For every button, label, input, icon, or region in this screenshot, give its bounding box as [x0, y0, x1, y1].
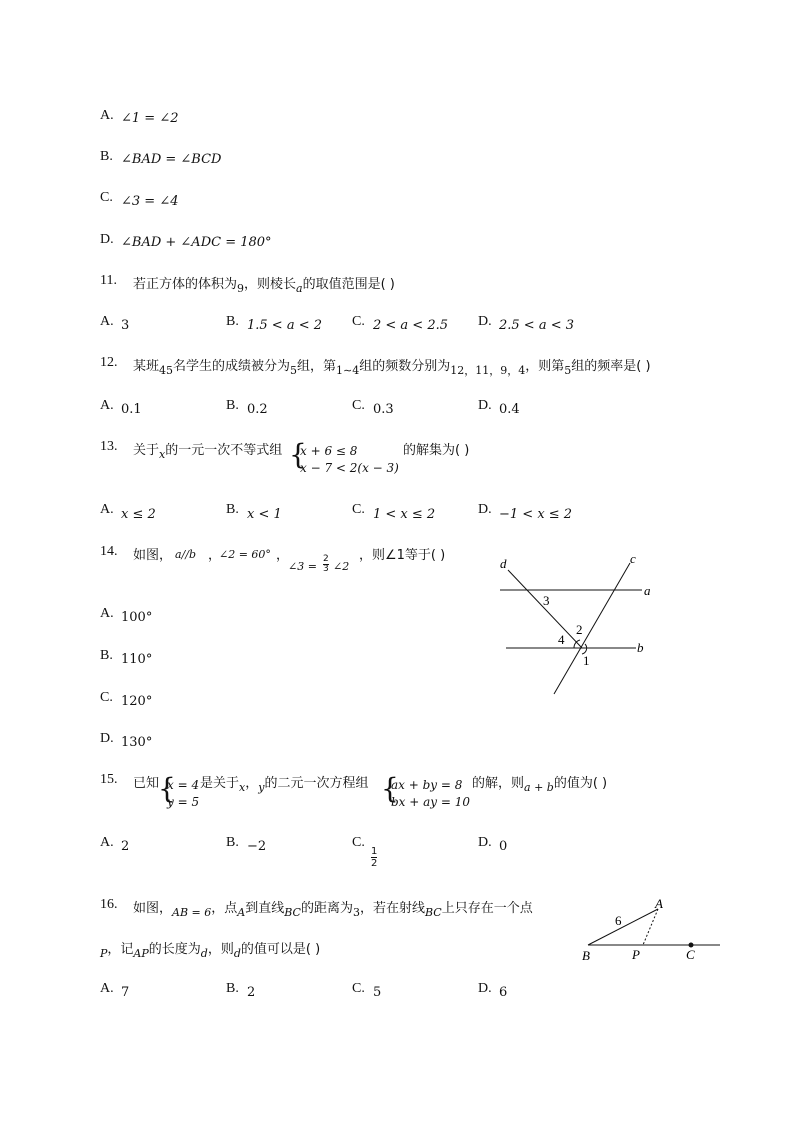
math: 5	[564, 364, 572, 377]
option-letter: D.	[478, 981, 492, 996]
question-text: 关于	[133, 443, 160, 458]
option-letter: D.	[478, 502, 492, 517]
math: d	[233, 947, 241, 960]
math: x	[239, 781, 246, 794]
label-d: d	[500, 556, 507, 571]
question-number: 13.	[100, 439, 118, 454]
question-text: ，	[208, 548, 222, 563]
option-letter: A.	[100, 108, 114, 123]
equation-line: x = 4	[167, 778, 200, 792]
math: AP	[133, 947, 149, 960]
option-text: x < 1	[247, 507, 282, 522]
question-text: 组的频数分别为	[359, 359, 451, 374]
brace: {	[158, 772, 176, 805]
option-text: ∠BAD + ∠ADC = 180°	[121, 235, 272, 250]
option-text: 0.3	[373, 402, 394, 417]
math: AB = 6	[172, 906, 212, 919]
line-c	[554, 563, 630, 694]
question-text: 组的频率是( )	[571, 359, 651, 374]
question-text: ，则∠1等于( )	[359, 548, 446, 563]
option-text: ∠BAD = ∠BCD	[121, 152, 222, 167]
question-number: 16.	[100, 897, 118, 912]
fraction	[323, 555, 329, 574]
q14-figure	[490, 548, 670, 698]
math: a + b	[524, 781, 554, 794]
question-text: ，点	[211, 901, 238, 916]
question-text: 如图，	[133, 901, 173, 916]
option-letter: B.	[226, 314, 239, 329]
math: A	[237, 906, 246, 919]
question-text: 已知	[133, 776, 160, 791]
question-text: 是关于	[200, 776, 240, 791]
option-letter: D.	[478, 835, 492, 850]
option-letter: C.	[100, 690, 113, 705]
option-letter: B.	[100, 648, 113, 663]
option-text: 130°	[121, 735, 153, 750]
option-text: 2 < a < 2.5	[373, 318, 449, 333]
question-number: 15.	[100, 772, 118, 787]
inequality-line: x + 6 ≤ 8	[300, 444, 358, 458]
equation-line: bx + ay = 10	[391, 795, 471, 809]
option-letter: B.	[100, 149, 113, 164]
question-text: ，	[276, 548, 290, 563]
math: x	[159, 448, 166, 461]
line-d	[508, 570, 582, 648]
math: 3	[352, 906, 360, 919]
option-text: 0.1	[121, 402, 142, 417]
fraction	[371, 846, 377, 869]
option-text: 0	[499, 839, 508, 854]
label-six: 6	[615, 913, 622, 928]
brace: {	[381, 772, 399, 805]
question-text: ，则	[207, 942, 234, 957]
option-text: −1 < x ≤ 2	[499, 507, 573, 522]
label-b: B	[582, 948, 590, 963]
option-letter: C.	[352, 314, 365, 329]
option-text: x ≤ 2	[121, 507, 156, 522]
math: 12，11，9，4	[450, 364, 526, 377]
math: ∠2	[333, 560, 350, 573]
label-a: A	[655, 896, 663, 911]
question-text: 的取值范围是( )	[302, 277, 395, 292]
fraction-numerator: 2	[323, 554, 329, 564]
question-text: 的解集为( )	[403, 443, 470, 458]
option-letter: A.	[100, 835, 114, 850]
option-text: 110°	[121, 652, 153, 667]
option-text: 6	[499, 985, 508, 1000]
math: a//b	[175, 548, 197, 561]
math: BC	[284, 906, 301, 919]
option-text: 0.2	[247, 402, 268, 417]
option-text: 1 < x ≤ 2	[373, 507, 436, 522]
math: d	[200, 947, 208, 960]
option-letter: A.	[100, 606, 114, 621]
question-text: 的二元一次方程组	[264, 776, 369, 791]
math: ∠3 =	[288, 560, 317, 573]
option-text: 0.4	[499, 402, 520, 417]
label-1: 1	[583, 653, 590, 668]
question-text: ，记	[107, 942, 134, 957]
option-letter: B.	[226, 398, 239, 413]
math: y	[258, 781, 265, 794]
question-text: ，	[245, 776, 259, 791]
math: 1∼4	[336, 364, 360, 377]
option-letter: D.	[100, 731, 114, 746]
question-text: 如图，	[133, 548, 173, 563]
option-letter: C.	[352, 502, 365, 517]
question-text: 上只存在一个点	[441, 901, 533, 916]
option-letter: B.	[226, 502, 239, 517]
label-a: a	[644, 583, 651, 598]
question-text: 的解，则	[472, 776, 525, 791]
question-text: 的值为( )	[553, 776, 608, 791]
option-text: ∠3 = ∠4	[121, 194, 179, 209]
math: 45	[159, 364, 174, 377]
option-text: 2	[247, 985, 256, 1000]
option-letter: B.	[226, 981, 239, 996]
question-text: ，则棱长	[244, 277, 297, 292]
option-letter: D.	[478, 398, 492, 413]
option-letter: A.	[100, 398, 114, 413]
option-letter: C.	[352, 835, 365, 850]
question-text: 的一元一次不等式组	[165, 443, 283, 458]
question-number: 12.	[100, 355, 118, 370]
question-text: 到直线	[245, 901, 285, 916]
label-b: b	[637, 640, 644, 655]
option-text: 2	[121, 839, 130, 854]
option-text: ∠1 = ∠2	[121, 111, 179, 126]
q16-figure	[576, 893, 726, 963]
question-text: 名学生的成绩被分为	[173, 359, 291, 374]
option-text: 120°	[121, 694, 153, 709]
option-letter: C.	[100, 190, 113, 205]
question-text: 的长度为	[148, 942, 201, 957]
option-letter: A.	[100, 502, 114, 517]
fraction-numerator: 1	[371, 846, 378, 857]
option-letter: D.	[100, 232, 114, 247]
option-letter: A.	[100, 314, 114, 329]
option-text: 5	[373, 985, 382, 1000]
label-2: 2	[576, 622, 583, 637]
question-text: ，若在射线	[359, 901, 425, 916]
label-3: 3	[543, 593, 550, 608]
option-letter: D.	[478, 314, 492, 329]
math: 9	[237, 282, 245, 295]
inequality-line: x − 7 < 2(x − 3)	[300, 461, 399, 475]
question-text: 组，第	[297, 359, 337, 374]
option-letter: C.	[352, 981, 365, 996]
question-number: 14.	[100, 544, 118, 559]
option-text: −2	[247, 839, 267, 854]
option-text: 100°	[121, 610, 153, 625]
option-letter: C.	[352, 398, 365, 413]
math: a	[296, 282, 303, 295]
fraction-denominator: 2	[371, 858, 378, 869]
math: 5	[290, 364, 298, 377]
math: ∠2 = 60°	[219, 548, 271, 561]
option-text: 3	[121, 318, 130, 333]
option-letter: B.	[226, 835, 239, 850]
question-text: ，则第	[525, 359, 565, 374]
question-text: 某班	[133, 359, 160, 374]
fraction-denominator: 3	[323, 564, 329, 574]
math: BC	[425, 906, 442, 919]
segment-ab	[588, 909, 658, 945]
question-text: 的值可以是( )	[240, 942, 321, 957]
math: P	[100, 947, 108, 960]
question-text: 若正方体的体积为	[133, 277, 238, 292]
option-text: 1.5 < a < 2	[247, 318, 323, 333]
brace: {	[289, 438, 307, 471]
option-text: 7	[121, 985, 130, 1000]
question-text: 的距离为	[300, 901, 353, 916]
equation-line: ax + by = 8	[391, 778, 463, 792]
equation-line: y = 5	[167, 795, 200, 809]
label-c: C	[686, 947, 695, 962]
question-number: 11.	[100, 273, 117, 288]
label-p: P	[632, 947, 640, 962]
label-c: c	[630, 551, 636, 566]
label-4: 4	[558, 632, 565, 647]
segment-ap-dotted	[643, 909, 658, 945]
option-text: 2.5 < a < 3	[499, 318, 575, 333]
option-letter: A.	[100, 981, 114, 996]
